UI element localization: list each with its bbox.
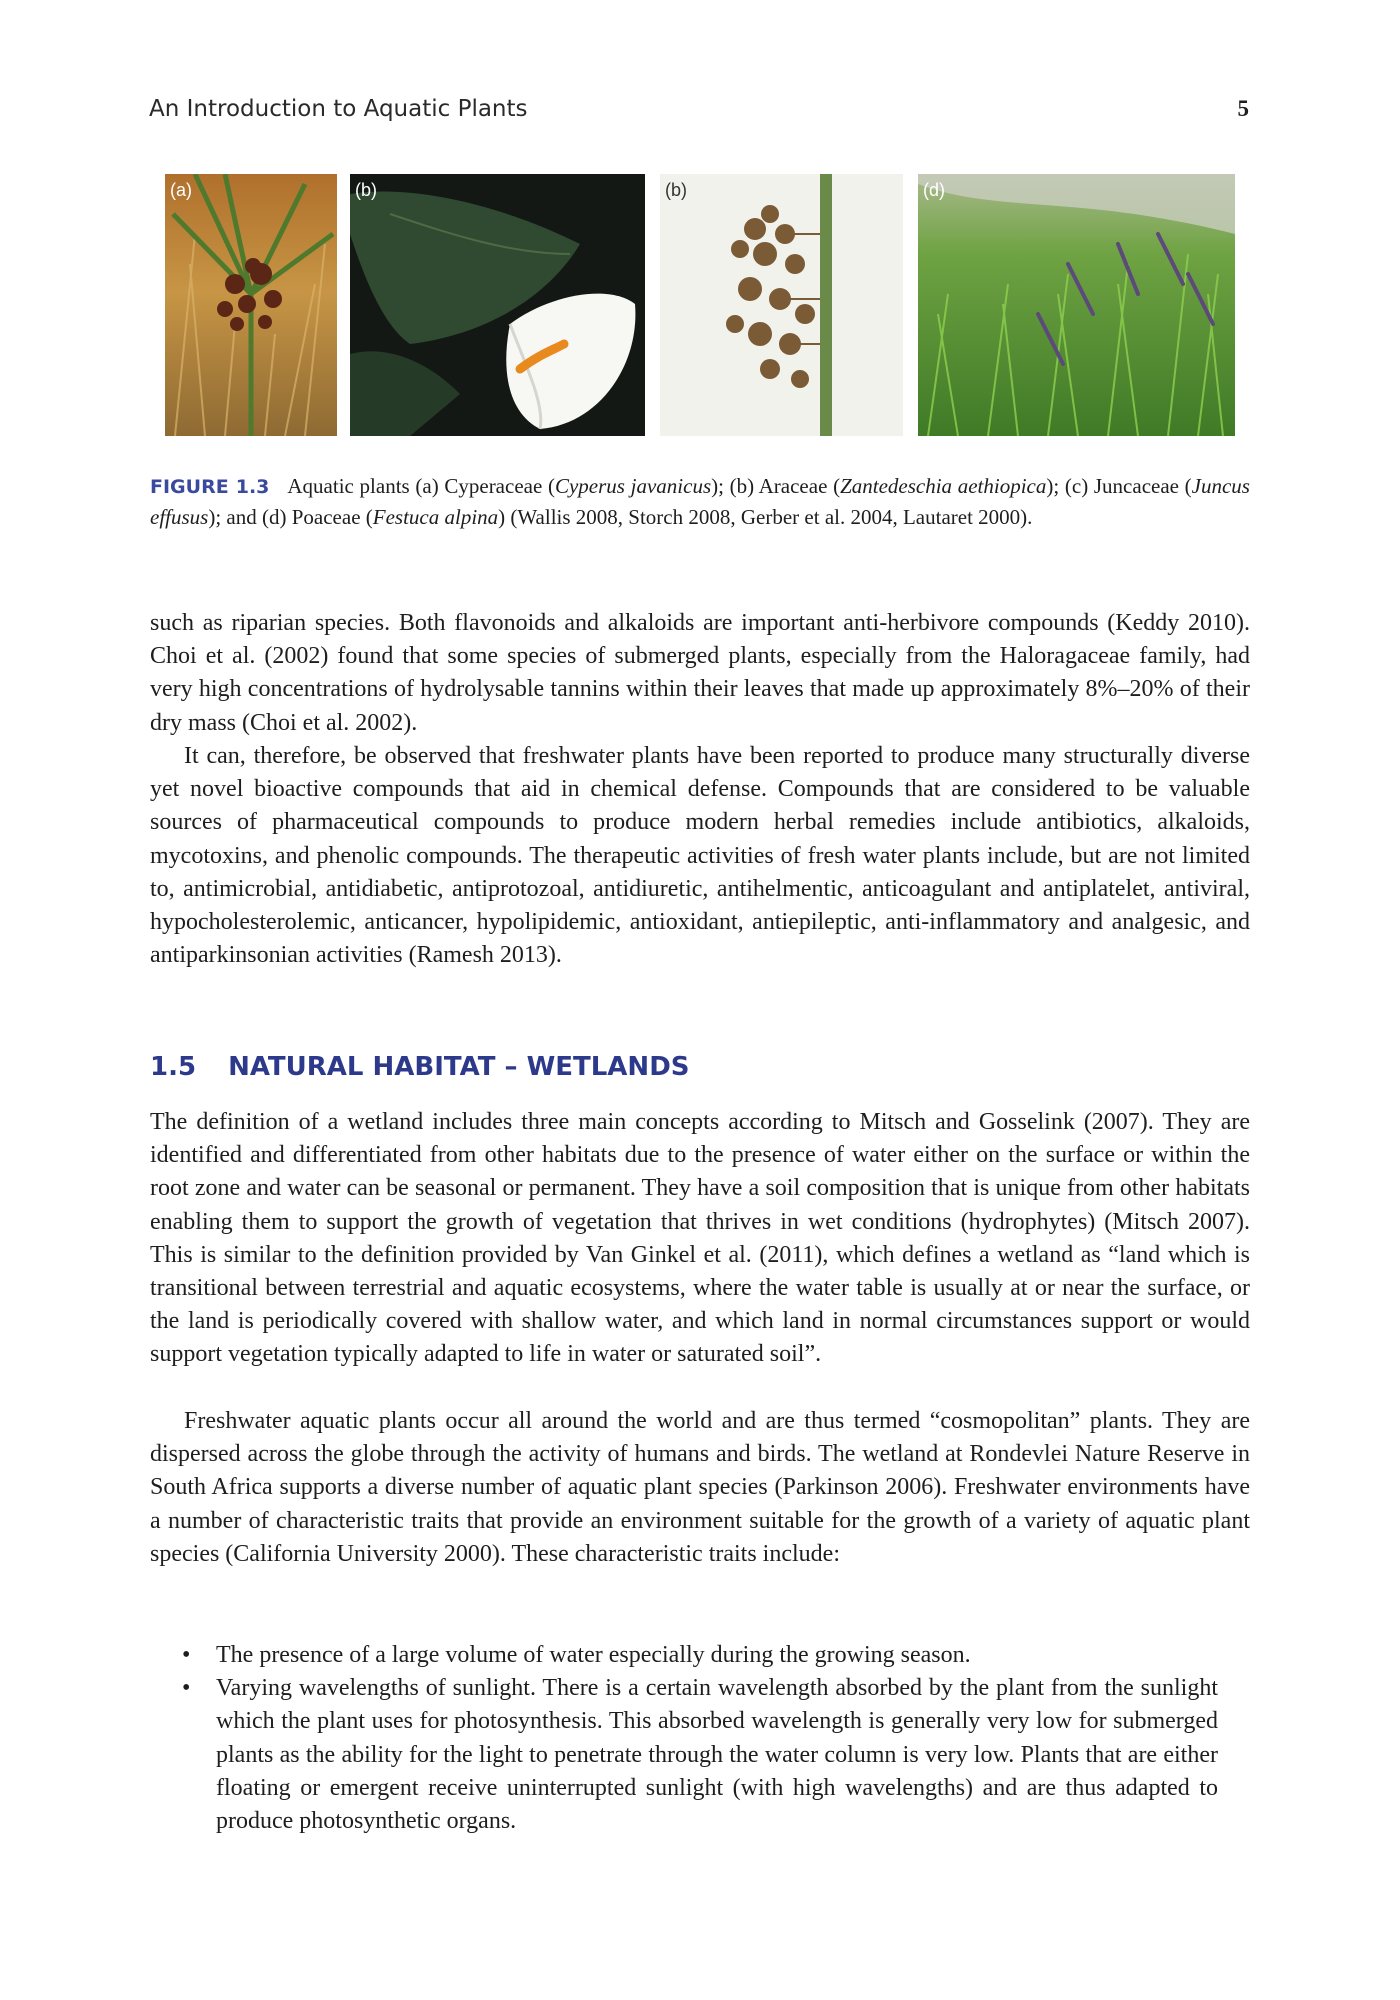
figure-1-3: [165, 174, 1235, 440]
section-heading: [150, 1052, 690, 1082]
panel-label-c: (b): [665, 180, 687, 200]
panel-label-a: (a): [170, 180, 192, 200]
page-number: 5: [1237, 96, 1249, 121]
paragraph-3: The definition of a wetland includes three main concepts according to Mitsch and Gosselink (2007). They are identified and differentiated from other habitats due to the presence of water either on the surface or within the root zone and water can be seasonal or permanent. They have a soil composition that is unique from other habitats enabling them to support the growth of vegetation that thrives in wet conditions (hydrophytes) (Mitsch 2007). This is similar to the definition provided by Van Ginkel et al. (2011), which defines a wetland as “land which is transitional between terrestrial and aquatic ecosystems, where the water table is usually at or near the surface, or the land is periodically covered with shallow water, and which land in normal circumstances support or would support vegetation typically adapted to life in water or saturated soil”.: [150, 1109, 1250, 1368]
panel-label-b: (b): [355, 180, 377, 200]
section-title: NATURAL HABITAT – WETLANDS: [228, 1052, 690, 1082]
section-number: 1.5: [150, 1052, 197, 1082]
figure-label: FIGURE 1.3: [150, 476, 270, 498]
photo-zantedeschia-aethiopica: [350, 174, 645, 436]
photo-festuca-alpina: [918, 174, 1235, 436]
photo-cyperus-javanicus: [165, 174, 337, 436]
running-head: [149, 96, 1249, 124]
figure-caption: FIGURE 1.3 Aquatic plants (a) Cyperaceae (Cyperus javanicus); (b) Araceae (Zantedeschia aethiopica); (c) Juncaceae (Juncus effusus); and (d) Poaceae (Festuca alpina) (Wallis 2008, Storch 2008, Gerber et al. 2004, Lautaret 2000).: [150, 474, 1250, 529]
running-title: An Introduction to Aquatic Plants: [149, 96, 528, 122]
list-item: • Varying wavelengths of sunlight. There is a certain wavelength absorbed by the plant from the sunlight which the plant uses for photosynthesis. This absorbed wavelength is generally very low for submerged plants as the ability for the light to penetrate through the water column is very low. Plants that are either floating or emergent receive uninterrupted sunlight (with high wavelengths) and are thus adapted to produce photosynthetic organs.: [150, 1672, 1218, 1838]
traits-list: [150, 1639, 1218, 1838]
paragraph-2: It can, therefore, be observed that freshwater plants have been reported to produce many structurally diverse yet novel bioactive compounds that aid in chemical defense. Compounds that are considered to be valuable sources of pharmaceutical compounds to produce modern herbal remedies include antibiotics, alkaloids, mycotoxins, and phenolic compounds. The therapeutic activities of fresh water plants include, but are not limited to, antimicrobial, antidiabetic, antiprotozoal, antidiuretic, antihelmentic, anticoagulant and antiplatelet, antiviral, hypocholesterolemic, anticancer, hypolipidemic, antioxidant, antiepileptic, anti-inflammatory and analgesic, and antiparkinsonian activities (Ramesh 2013).: [150, 743, 1250, 969]
list-item: • The presence of a large volume of water especially during the growing season.: [150, 1639, 1218, 1672]
paragraph-1: such as riparian species. Both flavonoids and alkaloids are important anti-herbivore compounds (Keddy 2010). Choi et al. (2002) found that some species of submerged plants, especially from the Haloragaceae family, had very high concentrations of hydrolysable tannins within their leaves that made up approximately 8%–20% of their dry mass (Choi et al. 2002).: [150, 610, 1250, 736]
panel-label-d: (d): [923, 180, 945, 200]
photo-juncus-effusus: [660, 174, 903, 436]
paragraph-4: Freshwater aquatic plants occur all around the world and are thus termed “cosmopolitan” plants. They are dispersed across the globe through the activity of humans and birds. The wetland at Rondevlei Nature Reserve in South Africa supports a diverse number of aquatic plant species (Parkinson 2006). Freshwater environments have a number of characteristic traits that provide an environment suitable for the growth of a variety of aquatic plant species (California University 2000). These characteristic traits include:: [150, 1408, 1250, 1567]
